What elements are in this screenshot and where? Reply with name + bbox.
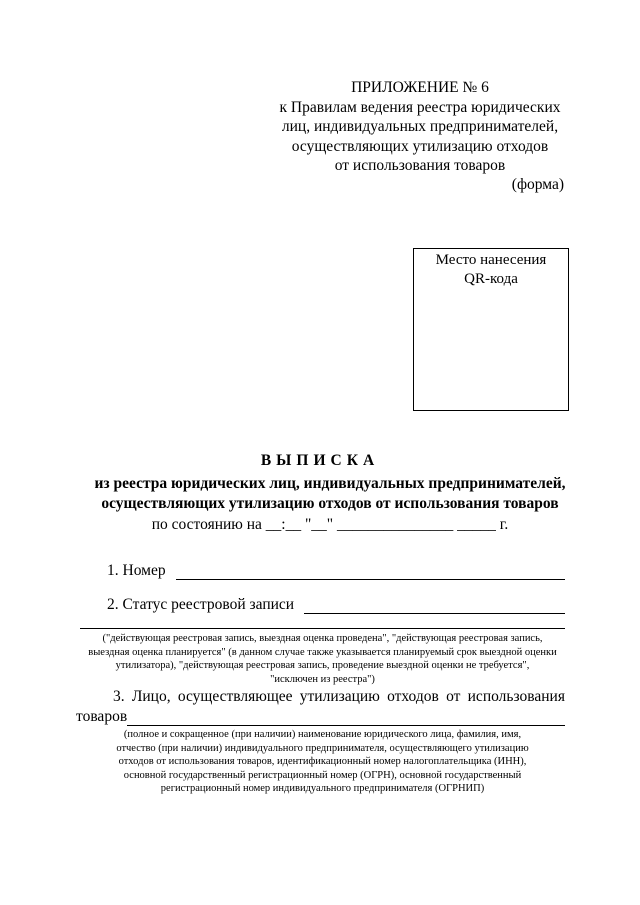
note-line: отходов от использования товаров, идентификационный номер налогоплательщика (ИНН), [118, 756, 527, 767]
field-number-label: 1. Номер [107, 562, 166, 579]
field-recycler-label-continuation: товаров [76, 708, 128, 725]
note-line: утилизатора), "действующая реестровая запись, проведение выездной оценки не требуется", [115, 660, 530, 671]
field-recycler-word: 3. [113, 688, 125, 705]
document-title: ВЫПИСКА [260, 452, 380, 469]
note-line: (полное и сокращенное (при наличии) наименование юридического лица, фамилия, имя, [123, 729, 522, 740]
document-subtitle [60, 474, 600, 514]
field-recycler-word: утилизацию [299, 688, 380, 705]
recycler-note [75, 728, 570, 796]
appendix-line: к Правилам ведения реестра юридических [279, 98, 561, 116]
as-of-date-line: по состоянию на __:__ "__" _______________ _____ г. [151, 516, 509, 533]
note-line: основной государственный регистрационный номер (ОГРН), основной государственный [123, 769, 522, 781]
field-recycler-label [113, 688, 565, 706]
field-recycler [76, 708, 565, 726]
appendix-line: осуществляющих утилизацию отходов [291, 137, 549, 155]
note-line: "исключен из реестра") [270, 673, 375, 685]
form-label: (форма) [511, 176, 564, 193]
note-line: отчество (при наличии) индивидуального предпринимателя, осуществляющего утилизацию [116, 742, 529, 754]
field-number-blank[interactable] [176, 565, 565, 580]
subtitle-line: осуществляющих утилизацию отходов от использования товаров [101, 495, 559, 512]
field-record-status [107, 596, 565, 614]
appendix-number: ПРИЛОЖЕНИЕ № 6 [351, 79, 489, 96]
field-number [107, 562, 565, 580]
field-recycler-blank[interactable] [127, 711, 565, 726]
field-recycler-word: использования [467, 688, 565, 705]
field-recycler-word: осуществляющее [177, 688, 293, 705]
field-record-status-blank[interactable] [304, 599, 565, 614]
qr-box-line: Место нанесения [435, 252, 547, 268]
field-recycler-word: Лицо, [131, 688, 171, 705]
field-recycler-word: отходов [387, 688, 439, 705]
note-line: ("действующая реестровая запись, выездная оценка проведена", "действующая реестровая запись, [102, 633, 543, 644]
qr-box-line: QR-кода [464, 271, 518, 287]
subtitle-line: из реестра юридических лиц, индивидуальных предпринимателей, [94, 475, 566, 492]
record-status-note [75, 632, 570, 686]
field-recycler-word: от [446, 688, 461, 705]
record-status-continuation-line[interactable] [80, 628, 565, 629]
appendix-line: лиц, индивидуальных предпринимателей, [281, 118, 559, 135]
note-line: регистрационный номер индивидуального предпринимателя (ОГРНИП) [160, 783, 485, 794]
field-record-status-label: 2. Статус реестровой записи [107, 596, 295, 613]
appendix-header [270, 78, 570, 176]
qr-code-placeholder [413, 248, 569, 411]
note-line: выездная оценка планируется" (в данном случае также указывается планируемый срок выездной оценки [88, 646, 557, 658]
appendix-line: от использования товаров [334, 157, 506, 174]
